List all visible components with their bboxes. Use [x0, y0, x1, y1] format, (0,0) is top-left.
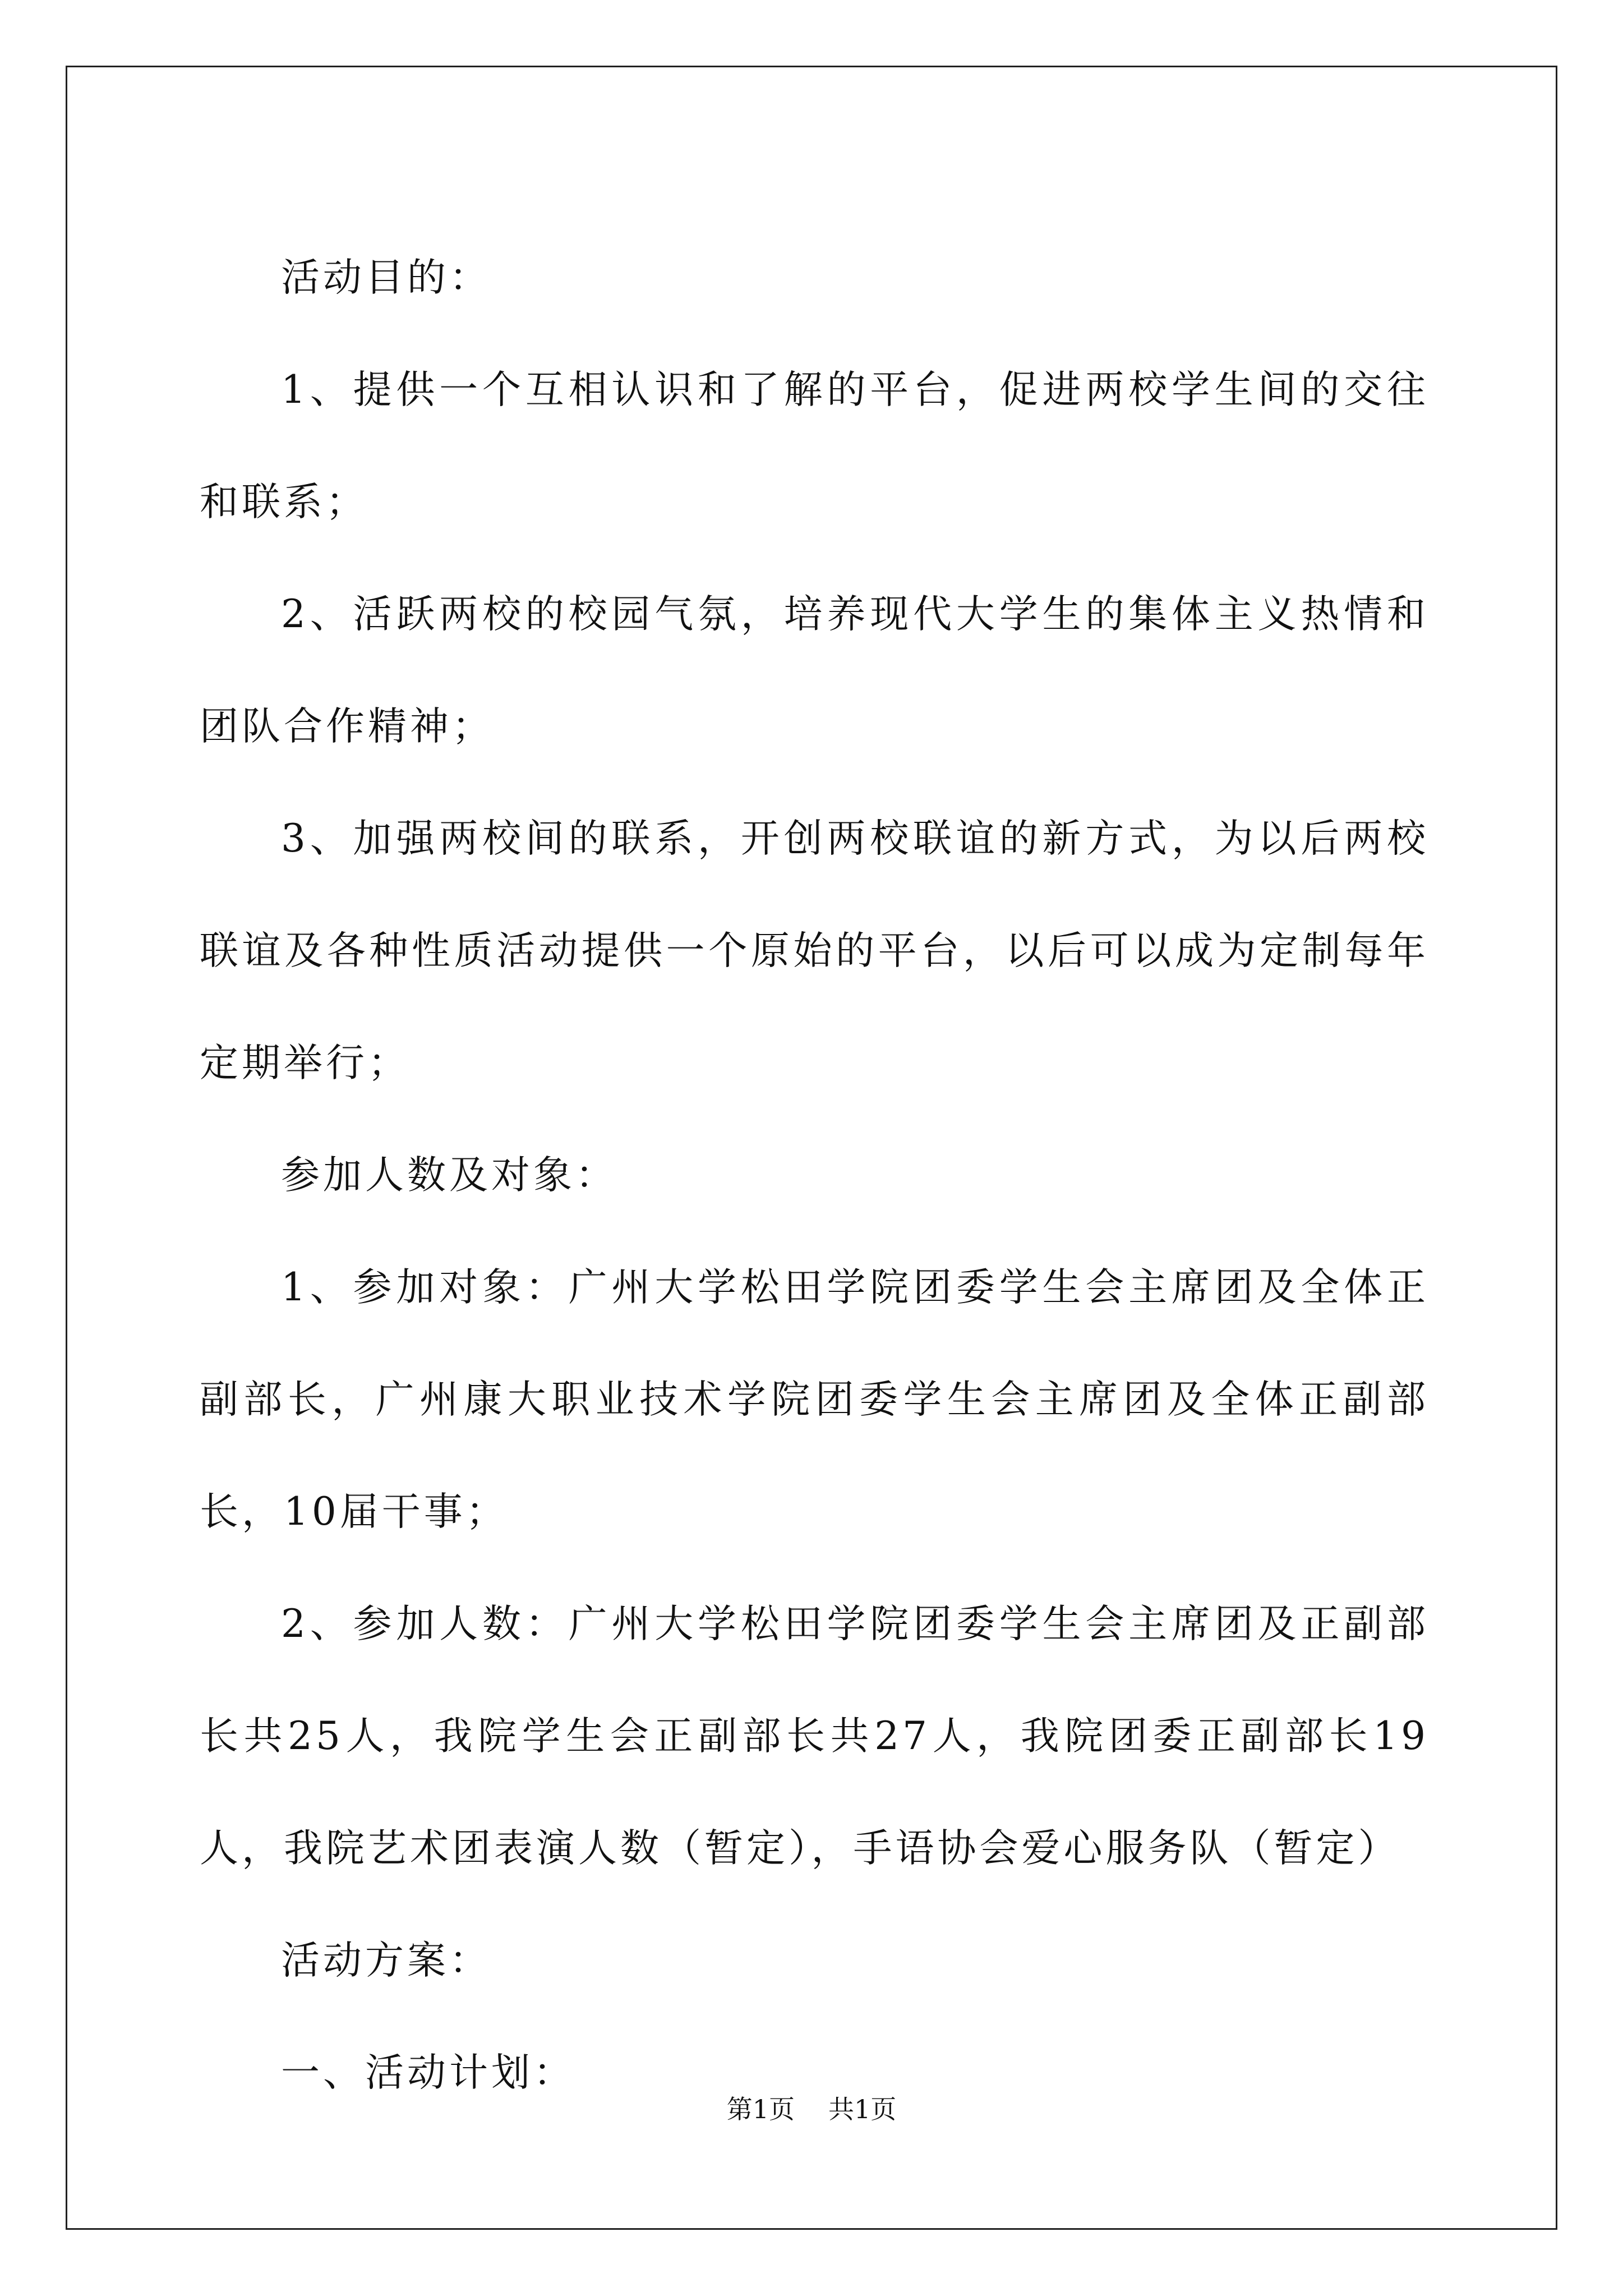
- page-number-current: 第1页: [726, 2094, 795, 2124]
- document-body: [200, 222, 1429, 2129]
- paragraph-plan-heading: 活动方案：: [281, 1938, 491, 1983]
- paragraph-participants-heading: 参加人数及对象：: [281, 1153, 617, 1198]
- paragraph-plan-1: 一、活动计划：: [281, 2050, 575, 2095]
- paragraph-purpose-1: 1、提供一个互相认识和了解的平台，促进两校学生间的交往和联系；: [200, 367, 1429, 524]
- page-number-total: 共1页: [828, 2094, 897, 2124]
- page-footer: [0, 2092, 1623, 2126]
- paragraph-participants-1: 1、参加对象：广州大学松田学院团委学生会主席团及全体正副部长，广州康大职业技术学院团委学生会主席团及全体正副部长，10届干事；: [200, 1265, 1429, 1534]
- paragraph-participants-2: 2、参加人数：广州大学松田学院团委学生会主席团及正副部长共25人，我院学生会正副部长共27人，我院团委正副部长19人，我院艺术团表演人数（暂定），手语协会爱心服务队（暂定）: [200, 1602, 1429, 1871]
- paragraph-purpose-heading: 活动目的：: [281, 255, 491, 300]
- paragraph-purpose-3: 3、加强两校间的联系，开创两校联谊的新方式，为以后两校联谊及各种性质活动提供一个原始的平台，以后可以成为定制每年定期举行；: [200, 816, 1429, 1085]
- paragraph-purpose-2: 2、活跃两校的校园气氛，培养现代大学生的集体主义热情和团队合作精神；: [200, 592, 1429, 749]
